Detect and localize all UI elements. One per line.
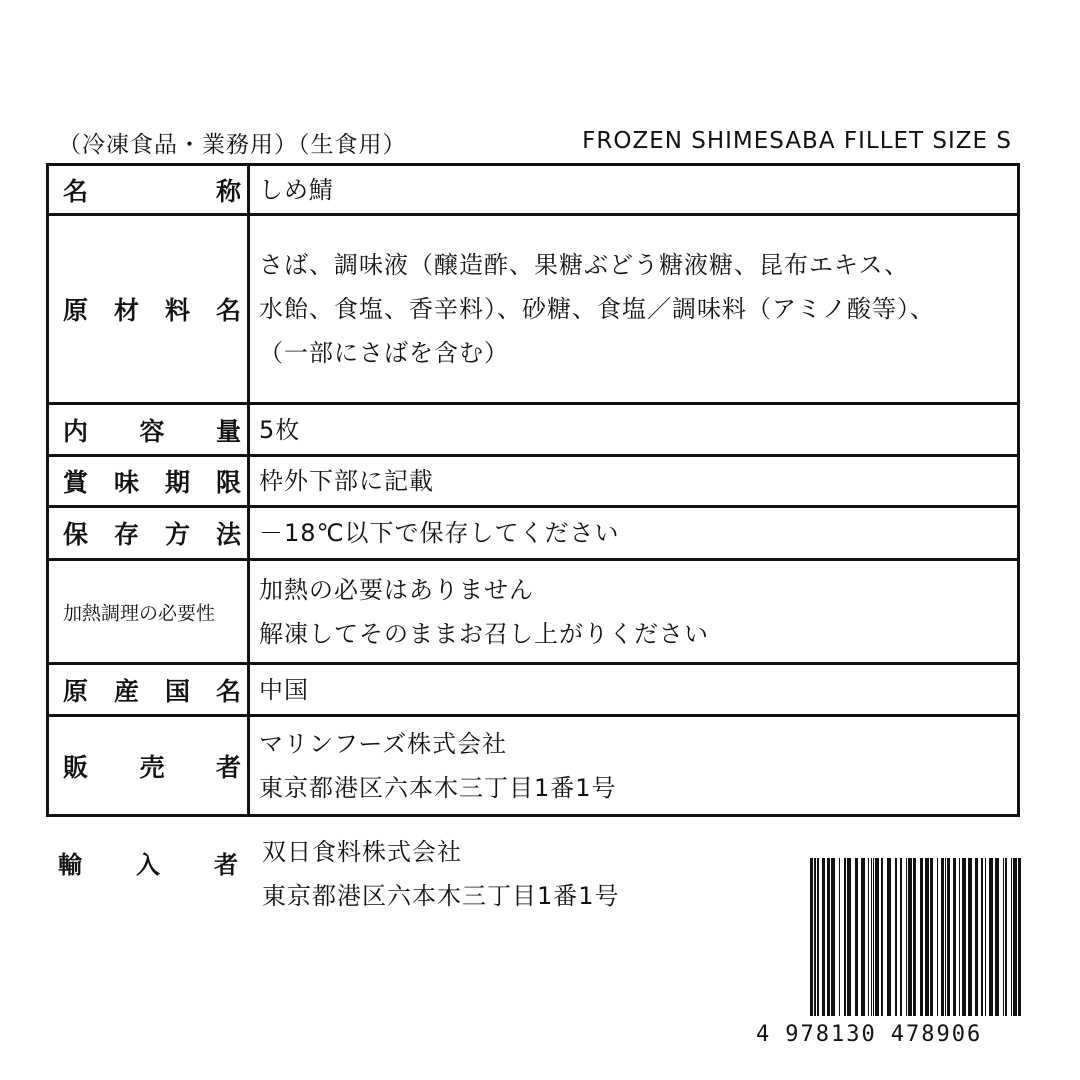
label-char: 限 [215,468,241,497]
barcode-bar [875,858,879,1016]
barcode-bar [947,858,950,1016]
barcode-right-group: 478906 [890,1022,983,1047]
label-char: 量 [215,416,241,446]
barcode-bar [913,858,916,1016]
row-value [259,457,1007,505]
barcode-bar [817,858,819,1016]
row-value [259,665,1007,714]
value-line: （一部にさばを含む） [259,339,509,367]
barcode-bar [1003,858,1004,1016]
barcode-bar [831,858,835,1016]
label-char: 売 [139,752,165,782]
barcode-number [756,1022,982,1047]
row-label-text: 加熱調理の必要性 [63,602,216,624]
row-value [259,405,1007,454]
barcode-bar [908,858,912,1016]
label-char: 国 [164,676,190,706]
barcode-bar [887,858,891,1016]
value-line: 解凍してそのままお召し上がりください [259,619,709,648]
row-label-text [63,412,241,448]
row-value [259,561,1007,662]
row-label [49,665,250,714]
row-label [49,405,250,454]
label-char: 容 [139,416,165,446]
barcode-bar [968,858,972,1016]
barcode-bar [985,858,986,1016]
row-value [259,166,1007,213]
barcode-bar [1005,858,1007,1016]
barcode-bar [814,858,816,1016]
barcode-bar [995,858,999,1016]
row-name [49,166,1017,216]
barcode-bar [1011,858,1012,1016]
label-char: 輸 [58,851,82,879]
row-label-text [63,291,241,327]
barcode-left-group: 978130 [785,1022,877,1047]
value-line: さば、調味液（醸造酢、果糖ぶどう糖液糖、昆布エキス、 [259,251,910,279]
label-char: 期 [164,468,190,497]
row-label [49,561,250,662]
label-char: 者 [215,752,241,782]
label-char: 料 [164,296,190,325]
barcode-bar [810,858,813,1016]
label-char: 販 [63,752,89,782]
row-heating [49,561,1017,665]
barcode-bar [962,858,966,1016]
value-line: マリンフーズ株式会社 [259,729,508,758]
barcode-bar [871,858,872,1016]
row-label-text [63,515,241,551]
label-char: 内 [63,416,89,446]
row-label-text [63,463,241,499]
row-label-text [63,672,241,708]
label-char: 味 [113,468,139,497]
barcode-bar [953,858,956,1016]
barcode-bar [945,858,946,1016]
value-line: 水飴、食塩、香辛料）、砂糖、食塩／調味料（アミノ酸等）、 [259,295,935,323]
label-char: 法 [215,520,241,549]
header-right: FROZEN SHIMESABA FILLET SIZE S [582,128,1012,154]
label-char: 原 [63,676,89,706]
barcode-icon [806,858,1026,1018]
barcode-bar [873,858,874,1016]
barcode-bar [1013,858,1017,1016]
row-ingredients [49,216,1017,405]
barcode-bar [989,858,993,1016]
row-label [49,216,250,402]
barcode-bar [941,858,944,1016]
label-char: 存 [113,520,139,549]
row-label [49,508,250,558]
barcode-bar [906,858,907,1016]
label-char: 名 [215,296,241,325]
value-line: しめ鯖 [259,175,334,204]
row-label-text [63,748,241,784]
barcode-bar [937,858,938,1016]
label-char: 入 [136,851,160,879]
barcode-bar [827,858,830,1016]
row-value [259,717,1007,814]
label-char: 名 [215,676,241,706]
barcode-bar [847,858,851,1016]
label-table [46,163,1020,817]
barcode-bar [900,858,902,1016]
barcode-bar [861,858,865,1016]
barcode-bar [855,858,858,1016]
value-line: 5枚 [259,415,301,444]
barcode-bar [881,858,883,1016]
barcode-bar [920,858,923,1016]
barcode-bar [839,858,840,1016]
value-line: －18℃以下で保存してください [259,519,620,547]
label-char: 方 [164,520,190,549]
barcode-bar [925,858,929,1016]
barcode-bar [975,858,978,1016]
importer-line: 双日食料株式会社 [262,838,462,866]
label-char: 者 [214,851,238,879]
label-char: 原 [63,296,89,325]
value-line: 枠外下部に記載 [259,467,434,495]
value-line: 中国 [259,675,309,704]
barcode-bar [822,858,825,1016]
importer-label [58,845,238,880]
row-label [49,717,250,814]
importer-line: 東京都港区六本木三丁目1番1号 [262,882,620,910]
row-value [259,216,1007,402]
row-storage [49,508,1017,561]
header-left: （冷凍食品・業務用）（生食用） [58,132,407,158]
row-label-text [63,172,241,208]
barcode-bar [895,858,897,1016]
label-char: 賞 [63,468,89,497]
row-value [259,508,1007,558]
label-char: 材 [113,296,139,325]
row-label [49,457,250,505]
label-char: 産 [113,676,139,706]
row-label [49,166,250,213]
label-char: 保 [63,520,89,549]
row-origin [49,665,1017,717]
importer-value [262,830,620,918]
label-char: 称 [215,176,241,206]
label-char: 名 [63,176,89,206]
value-line: 加熱の必要はありません [259,575,534,604]
barcode-bar [930,858,933,1016]
row-contents [49,405,1017,457]
value-line: 東京都港区六本木三丁目1番1号 [259,773,617,802]
barcode-bar [844,858,846,1016]
barcode-bar [868,858,869,1016]
barcode-bar [959,858,960,1016]
barcode-bar [981,858,983,1016]
barcode-first-digit: 4 [756,1022,772,1047]
row-best-before [49,457,1017,508]
barcode-bar [1018,858,1021,1016]
row-seller [49,717,1017,814]
